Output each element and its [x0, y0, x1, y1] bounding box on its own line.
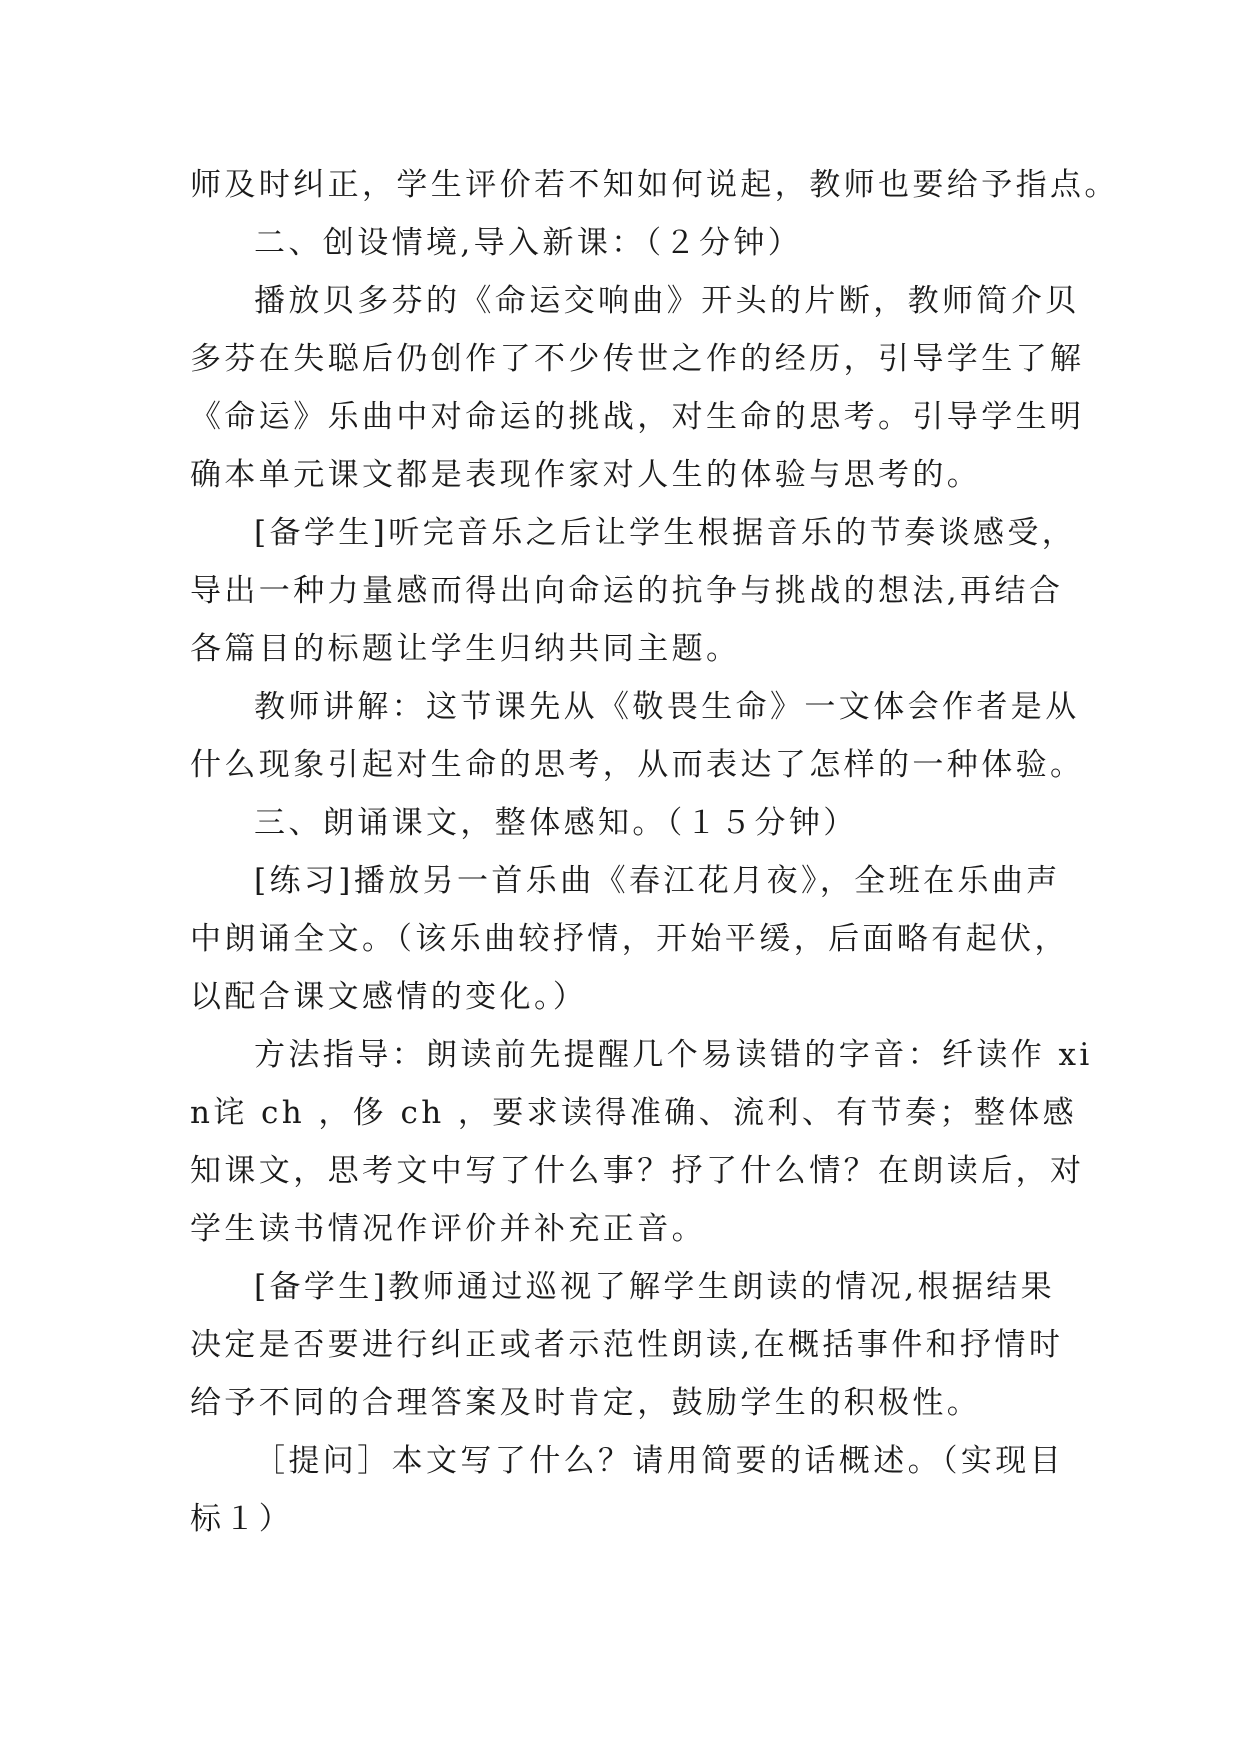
text-line: [练习]播放另一首乐曲《春江花月夜》，全班在乐曲声: [254, 863, 1061, 899]
text-line: 各篇目的标题让学生归纳共同主题。: [190, 631, 741, 667]
text-line: n诧 ch ，侈 ch ，要求读得准确、流利、有节奏；整体感: [190, 1095, 1078, 1131]
text-line: 以配合课文感情的变化。）: [190, 979, 588, 1015]
text-line: 教师讲解：这节课先从《敬畏生命》一文体会作者是从: [254, 689, 1080, 725]
section-heading: 二、创设情境,导入新课：（２分钟）: [254, 225, 803, 261]
text-line: 确本单元课文都是表现作家对人生的体验与思考的。: [190, 457, 982, 493]
text-line: 播放贝多芬的《命运交响曲》开头的片断，教师简介贝: [254, 283, 1080, 319]
text-line: 学生读书情况作评价并补充正音。: [190, 1211, 706, 1247]
text-line: [备学生]教师通过巡视了解学生朗读的情况,根据结果: [254, 1269, 1056, 1305]
text-line: 中朗诵全文。（该乐曲较抒情，开始平缓，后面略有起伏，: [190, 921, 1069, 957]
text-line: 给予不同的合理答案及时肯定，鼓励学生的积极性。: [190, 1385, 982, 1421]
text-line: 《命运》乐曲中对命运的挑战，对生命的思考。引导学生明: [190, 399, 1085, 435]
text-line: 什么现象引起对生命的思考，从而表达了怎样的一种体验。: [190, 747, 1085, 783]
text-line: [备学生]听完音乐之后让学生根据音乐的节奏谈感受，: [254, 515, 1077, 551]
text-line: 多芬在失聪后仍创作了不少传世之作的经历，引导学生了解: [190, 341, 1085, 377]
text-line: 师及时纠正，学生评价若不知如何说起，教师也要给予指点。: [190, 167, 1119, 203]
section-heading: 三、朗诵课文，整体感知。（１５分钟）: [254, 805, 858, 841]
text-line: 决定是否要进行纠正或者示范性朗读,在概括事件和抒情时: [190, 1327, 1064, 1363]
text-line: ［提问］本文写了什么？请用简要的话概述。（实现目: [254, 1443, 1065, 1479]
text-line: 导出一种力量感而得出向命运的抗争与挑战的想法,再结合: [190, 573, 1064, 609]
text-line: 方法指导：朗读前先提醒几个易读错的字音：纤读作 xi: [254, 1037, 1093, 1073]
text-line: 标１）: [190, 1501, 294, 1537]
text-line: 知课文，思考文中写了什么事？抒了什么情？在朗读后，对: [190, 1153, 1085, 1189]
